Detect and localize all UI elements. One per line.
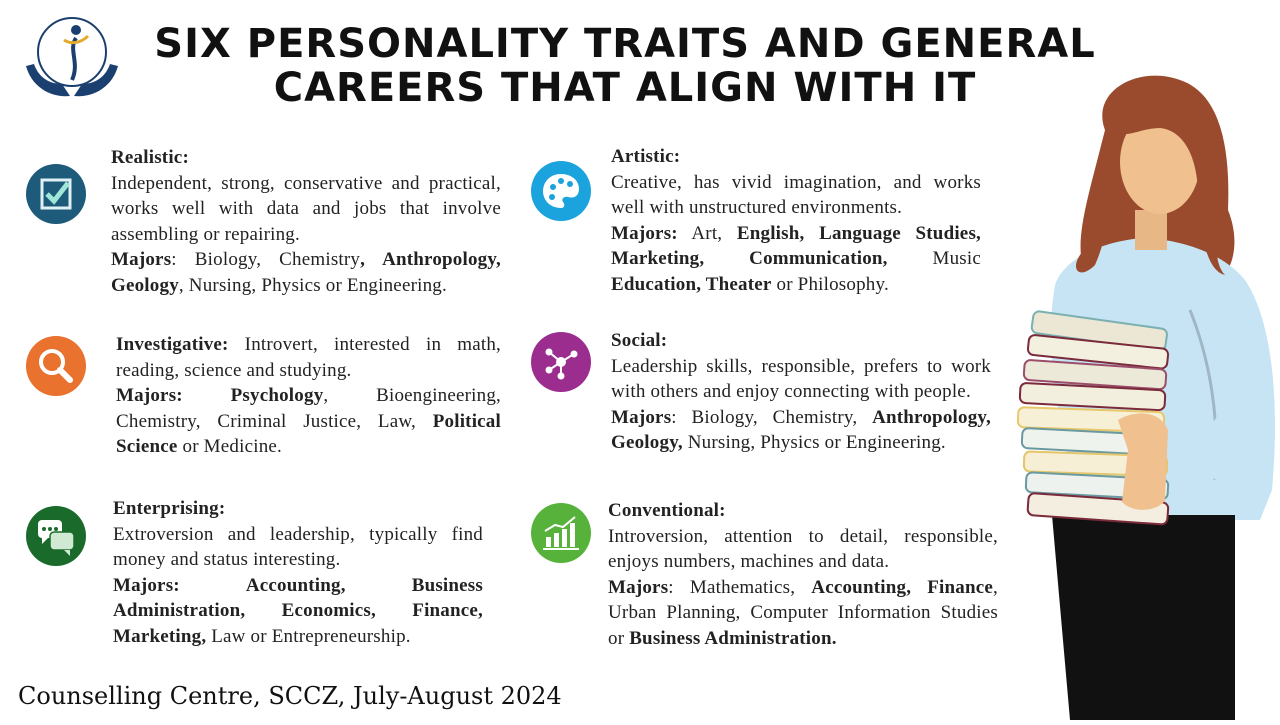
logo [22, 10, 122, 102]
trait-majors: Majors: Art, English, Language Studies, Marketing, Communication, Music Education, Theater or Philosophy. [611, 222, 982, 295]
checkbox-icon [26, 164, 86, 224]
trait-description: Creative, has vivid imagination, and works well with unstructured environments. [611, 171, 981, 218]
trait-description: Extroversion and leadership, typically find money and status interesting. [113, 523, 483, 570]
trait-heading: Conventional: [608, 500, 726, 521]
trait-realistic [111, 145, 501, 298]
palette-icon [531, 161, 591, 221]
trait-heading: Social: [611, 330, 668, 351]
chat-bubbles-icon [26, 506, 86, 566]
trait-investigative [116, 332, 501, 460]
magnifier-icon [26, 336, 86, 396]
trait-majors: Majors: Accounting, Business Administration, Economics, Finance, Marketing, Law or Entrepreneurship. [113, 574, 483, 647]
woman-with-books-illustration [1010, 70, 1280, 720]
network-icon [531, 332, 591, 392]
trait-heading: Enterprising: [113, 498, 226, 519]
trait-description: Introversion, attention to detail, responsible, enjoys numbers, machines and data. [608, 525, 998, 572]
footer-credit: Counselling Centre, SCCZ, July-August 2024 [18, 682, 562, 710]
trait-social [611, 328, 991, 456]
page-title-line1: SIX PERSONALITY TRAITS AND GENERAL [154, 21, 1096, 67]
trait-heading: Artistic: [611, 146, 681, 167]
trait-heading: Realistic: [111, 147, 189, 168]
trait-enterprising [113, 496, 483, 649]
page-title-line2: CAREERS THAT ALIGN WITH IT [273, 65, 977, 111]
trait-description: Leadership skills, responsible, prefers to work with others and enjoy connecting with people. [611, 355, 991, 402]
trait-majors: Majors: Biology, Chemistry, Anthropology, Geology, Nursing, Physics or Engineering. [111, 249, 501, 296]
trait-conventional [608, 498, 998, 651]
bar-chart-icon [531, 503, 591, 563]
trait-description: Independent, strong, conservative and practical, works well with data and jobs that involve assembling or repairing. [111, 172, 501, 245]
trait-artistic [611, 144, 981, 297]
trait-majors: Majors: Psychology, Bioengineering, Chemistry, Criminal Justice, Law, Political Science or Medicine. [116, 385, 501, 457]
trait-majors: Majors: Biology, Chemistry, Anthropology, Geology, Nursing, Physics or Engineering. [611, 406, 991, 453]
trait-heading-line: Investigative: Introvert, interested in math, reading, science and studying. [116, 334, 501, 381]
trait-majors: Majors: Mathematics, Accounting, Finance, Urban Planning, Computer Information Studies or Business Administration. [608, 576, 998, 649]
